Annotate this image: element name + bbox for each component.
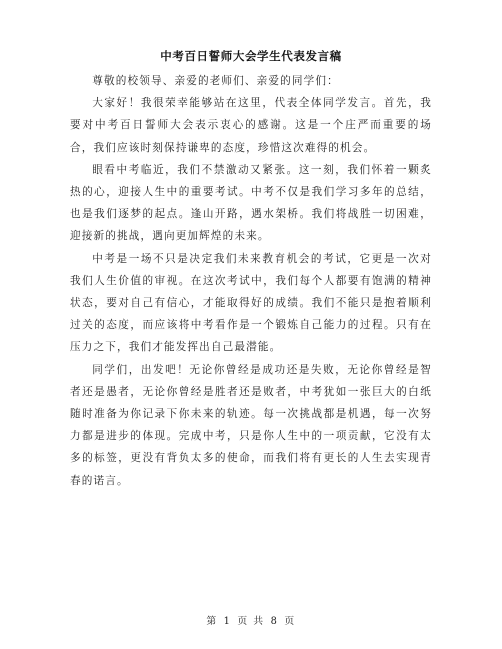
page-footer — [0, 613, 502, 627]
footer-current-page: 1 — [223, 616, 232, 627]
body-paragraph-greeting: 大家好！我很荣幸能够站在这里，代表全体同学发言。首先，我要对中考百日誓师大会表示衷心的感谢。这是一个庄严而重要的场合，我们应该时刻保持谦卑的态度，珍惜这次难得的机会。 — [70, 97, 432, 154]
body-paragraph-call-to-action: 同学们，出发吧！无论你曾经是成功还是失败，无论你曾经是智者还是愚者，无论你曾经是胜者还是败者，中考犹如一张巨大的白纸随时准备为你记录下你未来的轨迹。每一次挑战都是机遇，每一次努力都是进步的体现。完成中考，只是你人生中的一项贡献，它没有太多的标签，更没有背负太多的使命，而我们将有更长的人生去实现青春的诺言。 — [70, 363, 432, 487]
salutation-paragraph: 尊敬的校领导、亲爱的老师们、亲爱的同学们： — [92, 75, 339, 87]
document-title: 中考百日誓师大会学生代表发言稿 — [160, 49, 342, 63]
body-paragraph-exam-meaning: 中考是一场不只是决定我们未来教育机会的考试，它更是一次对我们人生价值的审视。在这次考试中，我们每个人都要有饱满的精神状态，要对自己有信心，才能取得好的成绩。我们不能只是抱着顺利过关的态度，而应该将中考看作是一个锻炼自己能力的过程。只有在压力之下，我们才能发挥出自己最潜能。 — [70, 252, 432, 354]
footer-suffix: 页 — [284, 616, 296, 627]
body-paragraph-approaching-exam: 眼看中考临近，我们不禁激动又紧张。这一刻，我们怀着一颗炙热的心，迎接人生中的重要考试。中考不仅是我们学习多年的总结，也是我们逐梦的起点。逢山开路，遇水架桥。我们将战胜一切困难，迎接新的挑战，遇向更加辉煌的未来。 — [70, 163, 432, 243]
document-body — [70, 70, 432, 492]
footer-prefix: 第 — [206, 616, 218, 627]
footer-middle: 页 共 — [237, 616, 265, 627]
footer-total-pages: 8 — [270, 616, 279, 627]
